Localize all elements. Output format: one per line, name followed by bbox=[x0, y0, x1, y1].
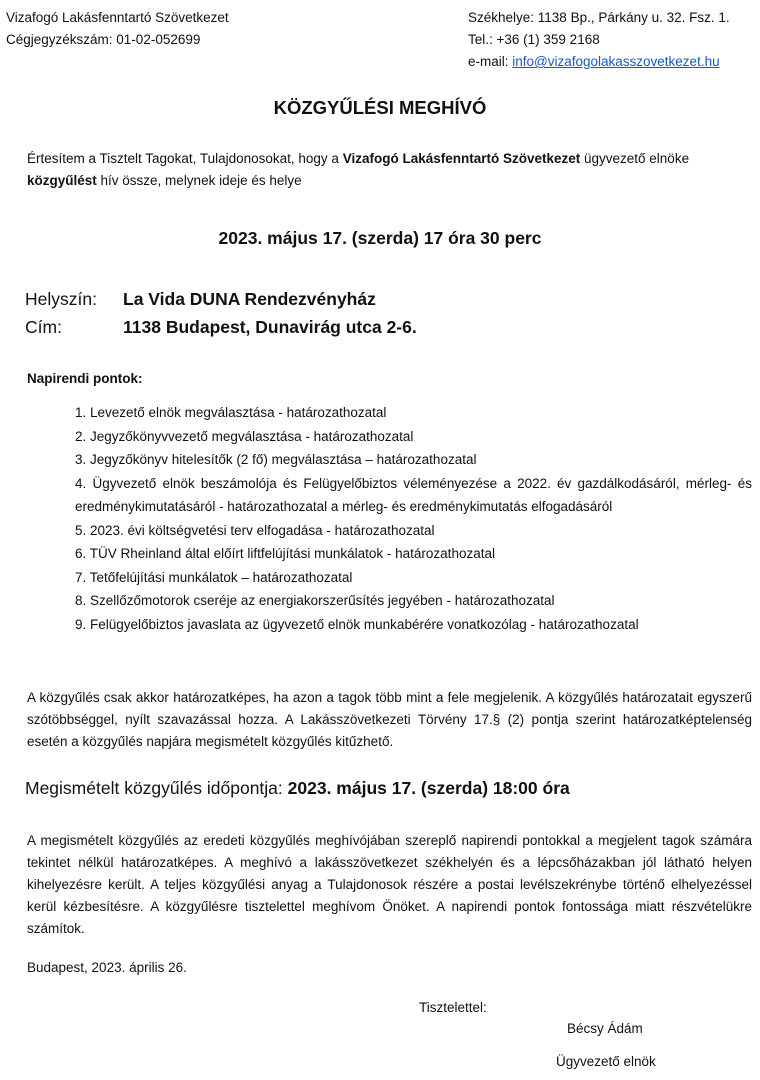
intro-paragraph bbox=[27, 148, 752, 192]
repeat-paragraph: A megismételt közgyűlés az eredeti közgyűlés meghívójában szereplő napirendi pontokkal a megjelent tagok számára tekintet nélkül határozatképes. A meghívó a lakásszövetkezet székhelyén és a lépcsőházakban jól látható helyen kihelyezésre került. A teljes közgyűlési anyag a Tulajdonosok részére a postai levélszekrénybe történő elhelyezéssel kerül kézbesítésre. A közgyűlésre tisztelettel meghívom Önöket. A napirendi pontok fontossága miatt részvételükre számítok. bbox=[27, 833, 752, 936]
agenda-item: 6. TÜV Rheinland által előírt liftfelújítási munkálatok - határozathozatal bbox=[75, 546, 495, 561]
agenda-item: 7. Tetőfelújítási munkálatok – határozathozatal bbox=[75, 569, 353, 585]
agenda-item: 2. Jegyzőkönyvvezető megválasztása - határozathozatal bbox=[75, 428, 414, 444]
venue-address: 1138 Budapest, Dunavirág utca 2-6. bbox=[123, 317, 417, 337]
hq-address: Székhelye: 1138 Bp., Párkány u. 32. Fsz. 1. bbox=[468, 10, 730, 25]
agenda-list bbox=[75, 401, 752, 636]
signature-greeting: Tisztelettel: bbox=[419, 1000, 487, 1015]
org-name: Vizafogó Lakásfenntartó Szövetkezet bbox=[6, 10, 229, 25]
intro-text-1: Értesítem a Tisztelt Tagokat, Tulajdonosokat, hogy a bbox=[27, 151, 343, 166]
venue-place-label: Helyszín: bbox=[25, 289, 97, 309]
email-label: e-mail: bbox=[468, 54, 513, 69]
agenda-item: 9. Felügyelőbiztos javaslata az ügyvezető elnök munkabérére vonatkozólag - határozathozatal bbox=[75, 616, 639, 632]
signature-position: Ügyvezető elnök bbox=[556, 1054, 656, 1069]
document-title: KÖZGYŰLÉSI MEGHÍVÓ bbox=[273, 97, 487, 118]
quorum-paragraph: A közgyűlés csak akkor határozatképes, ha azon a tagok több mint a fele megjelenik. A közgyűlés határozatait egyszerű szótöbbséggel, nyílt szavazással hozza. A Lakásszövetkezeti Törvény 17.§ (2) pontja szerint határozatképtelenség esetén a közgyűlés napjára megismételt közgyűlés kitűzhető. bbox=[27, 690, 752, 749]
registry-number: Cégjegyzékszám: 01-02-052699 bbox=[6, 32, 201, 47]
email-link[interactable]: info@vizafogolakasszovetkezet.hu bbox=[512, 54, 720, 69]
signature-name: Bécsy Ádám bbox=[567, 1021, 643, 1036]
phone: Tel.: +36 (1) 359 2168 bbox=[468, 32, 600, 47]
venue-address-label: Cím: bbox=[25, 317, 62, 337]
repeat-meeting-line bbox=[25, 778, 570, 799]
agenda-item: 3. Jegyzőkönyv hitelesítők (2 fő) megválasztása – határozathozatal bbox=[75, 452, 477, 467]
repeat-meeting-label: Megismételt közgyűlés időpontja: bbox=[25, 778, 288, 798]
email-line bbox=[468, 51, 720, 73]
meeting-datetime: 2023. május 17. (szerda) 17 óra 30 perc bbox=[218, 228, 542, 248]
venue-place-row bbox=[25, 285, 376, 313]
agenda-title: Napirendi pontok: bbox=[27, 371, 143, 386]
agenda-item: 1. Levezető elnök megválasztása - határozathozatal bbox=[75, 405, 387, 420]
intro-text-2: ügyvezető elnöke bbox=[580, 151, 690, 166]
agenda-item: 8. Szellőzőmotorok cseréje az energiakorszerűsítés jegyében - határozathozatal bbox=[75, 593, 555, 608]
place-date: Budapest, 2023. április 26. bbox=[27, 960, 187, 975]
repeat-meeting-time: 2023. május 17. (szerda) 18:00 óra bbox=[287, 778, 570, 798]
agenda-item: 5. 2023. évi költségvetési terv elfogadása - határozathozatal bbox=[75, 522, 435, 538]
venue-place: La Vida DUNA Rendezvényház bbox=[123, 289, 376, 309]
intro-org-name: Vizafogó Lakásfenntartó Szövetkezet bbox=[342, 151, 581, 166]
intro-assembly: közgyűlést bbox=[27, 173, 97, 188]
agenda-item: 4. Ügyvezető elnök beszámolója és Felügyelőbiztos véleményezése a 2022. év gazdálkodásáról, mérleg- és eredménykimutatásáról - határozathozatal a mérleg- és eredménykimutatás elfogadásáról bbox=[75, 475, 752, 514]
intro-text-3: hív össze, melynek ideje és helye bbox=[96, 173, 302, 188]
venue-address-row bbox=[25, 313, 417, 341]
